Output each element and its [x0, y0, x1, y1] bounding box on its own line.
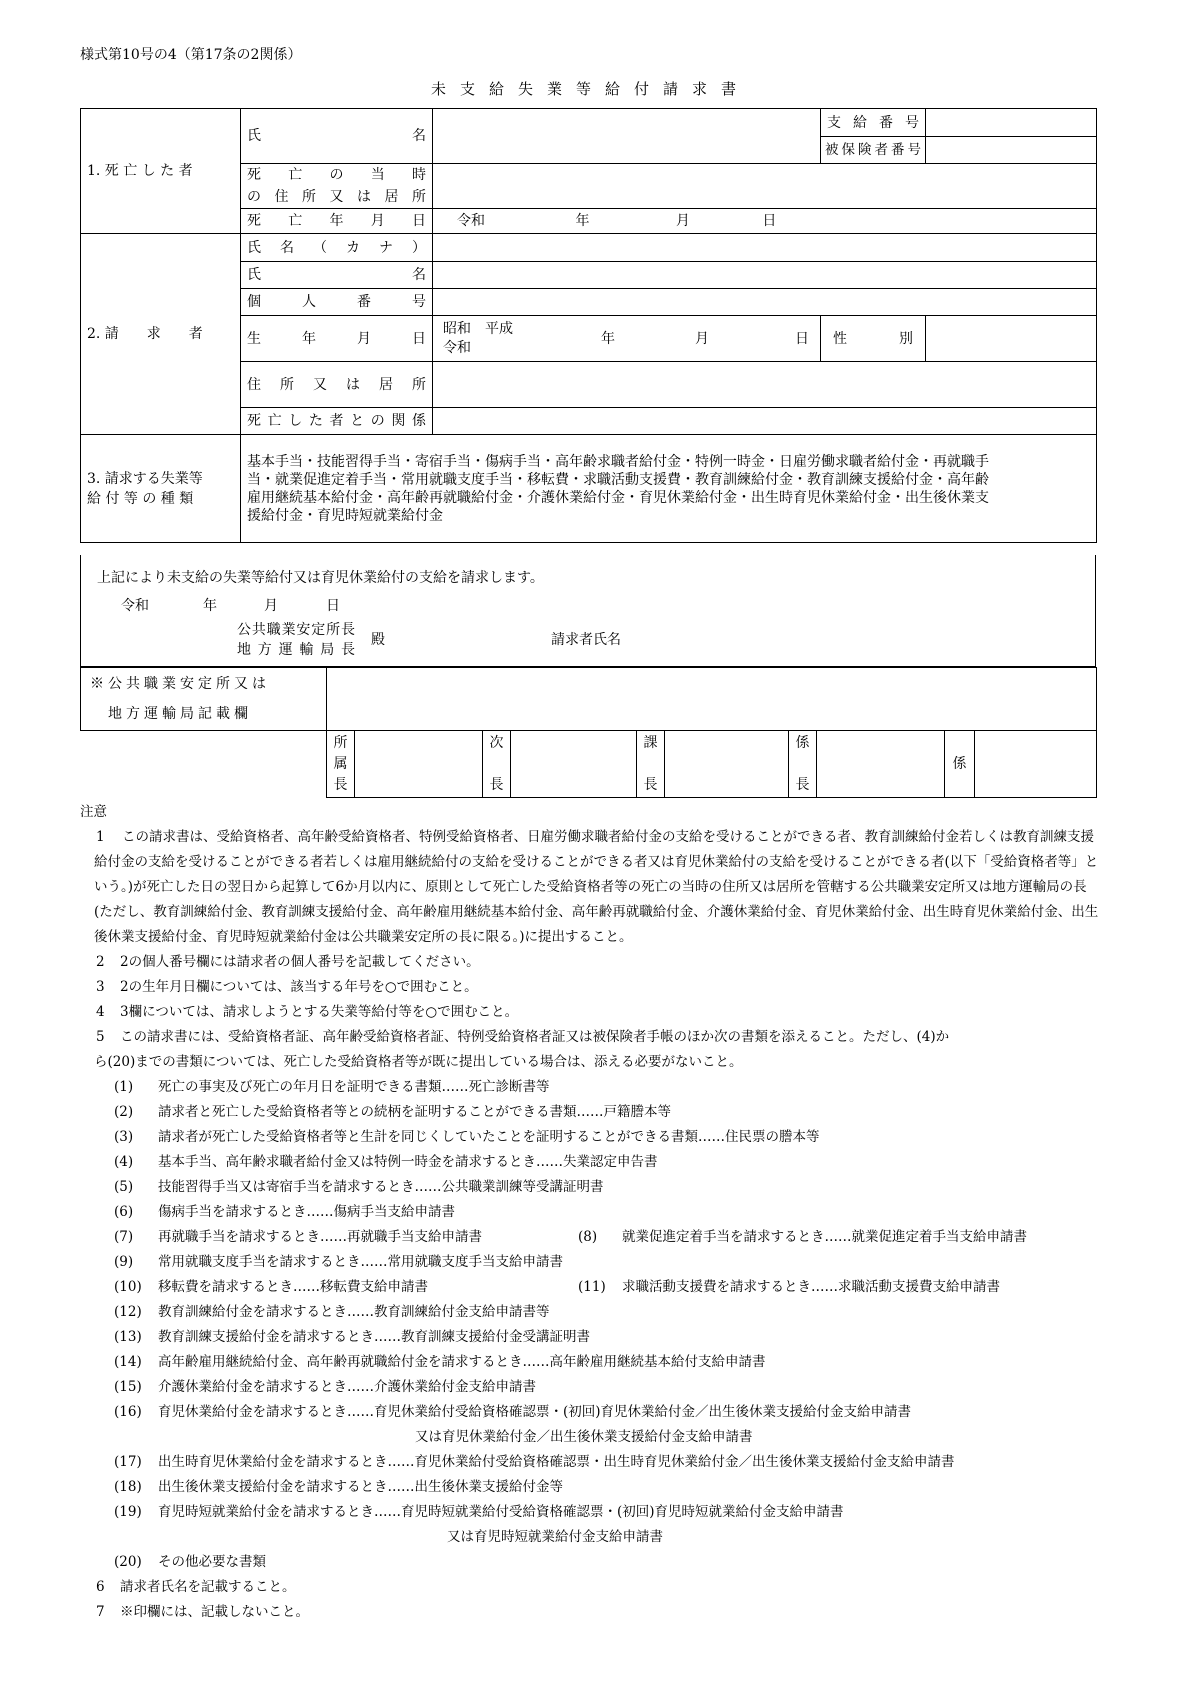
doc-16 — [80, 1400, 1100, 1425]
sex-field[interactable] — [926, 316, 1097, 362]
note-6-text: 請求者氏名を記載すること。 — [120, 1579, 296, 1595]
doc-3-num: (3) — [114, 1129, 134, 1145]
birth-era-line2: 令和 — [443, 340, 471, 356]
deceased-address-label-line1: 死亡の当時 — [247, 167, 426, 183]
insured-number-field[interactable] — [926, 137, 1097, 164]
doc-5 — [80, 1175, 1100, 1200]
death-date-field[interactable] — [433, 209, 1097, 234]
stamp-box-office-head[interactable] — [355, 731, 483, 798]
deceased-address-label-line2: の住所又は居所 — [247, 189, 426, 205]
doc-2-text: 請求者と死亡した受給資格者等との続柄を証明することができる書類……戸籍謄本等 — [158, 1104, 671, 1120]
request-date-month: 月 — [264, 598, 278, 614]
doc-14-num: (14) — [114, 1354, 142, 1370]
birth-month: 月 — [695, 331, 709, 347]
deceased-address-field[interactable] — [433, 164, 1097, 209]
birth-day: 日 — [795, 331, 809, 347]
doc-7-num: (7) — [114, 1229, 134, 1245]
doc-7-text: 再就職手当を請求するとき……再就職手当支給申請書 — [158, 1229, 482, 1245]
doc-18-text: 出生後休業支援給付金を請求するとき……出生後休業支援給付金等 — [158, 1479, 563, 1495]
stamp-box-deputy[interactable] — [511, 731, 637, 798]
birth-era-line1: 昭和 平成 — [443, 321, 513, 337]
doc-2 — [80, 1100, 1100, 1125]
note-6-num: 6 — [96, 1579, 105, 1595]
doc-9-num: (9) — [114, 1254, 134, 1270]
claimant-name-sign-label: 請求者氏名 — [551, 632, 621, 648]
doc-16-num: (16) — [114, 1404, 142, 1420]
benefit-types-text: 基本手当・技能習得手当・寄宿手当・傷病手当・高年齢求職者給付金・特例一時金・日雇労働求職者給付金・再就職手 当・就業促進定着手当・常用就職支度手当・移転費・求職活動支援費・教育訓練給付金・教育訓練支援給付金・高年齢 雇用継続基本給付金・高年齢再就職給付金・介護休業給付金・育児休業給付金・出生時育児休業給付金・出生後休業支 援給付金・育児時短就業給付金 — [247, 453, 989, 524]
doc-6-num: (6) — [114, 1204, 134, 1220]
note-5 — [80, 1025, 1100, 1050]
section2-label: 2. 請 求 者 — [81, 234, 241, 435]
form-number: 様式第10号の4（第17条の2関係） — [80, 47, 302, 63]
death-date-day: 日 — [762, 213, 777, 229]
doc-6 — [80, 1200, 1100, 1225]
doc-14 — [80, 1350, 1100, 1375]
death-date-year: 年 — [575, 213, 590, 229]
stamp-box-section-chief[interactable] — [665, 731, 789, 798]
payment-number-label: 支給番号 — [821, 109, 926, 137]
section1-label: 1. 死 亡 し た 者 — [81, 109, 241, 234]
claim-form-table — [80, 108, 1097, 543]
note-1 — [80, 825, 1100, 950]
doc-10-text: 移転費を請求するとき……移転費支給申請書 — [158, 1279, 428, 1295]
office-use-table — [80, 667, 1097, 731]
doc-8-num: (8) — [578, 1229, 598, 1245]
doc-17-num: (17) — [114, 1454, 142, 1470]
note-2 — [80, 950, 1100, 975]
doc-15-num: (15) — [114, 1379, 142, 1395]
doc-4-text: 基本手当、高年齢求職者給付金又は特例一時金を請求するとき……失業認定申告書 — [158, 1154, 658, 1170]
death-date-era: 令和 — [457, 213, 485, 229]
doc-5-num: (5) — [114, 1179, 134, 1195]
stamp-label-unit-chief: 係 長 — [789, 731, 817, 798]
death-date-label: 死亡年月日 — [241, 209, 433, 234]
doc-15-text: 介護休業給付金を請求するとき……介護休業給付金支給申請書 — [158, 1379, 536, 1395]
office-use-field[interactable] — [327, 668, 1097, 731]
doc-18 — [80, 1475, 1100, 1500]
doc-13 — [80, 1325, 1100, 1350]
doc-20 — [80, 1550, 1100, 1575]
doc-10-num: (10) — [114, 1279, 142, 1295]
doc-13-text: 教育訓練支援給付金を請求するとき……教育訓練支援給付金受講証明書 — [158, 1329, 590, 1345]
doc-7-8 — [80, 1225, 1100, 1250]
doc-19-text: 育児時短就業給付金を請求するとき……育児時短就業給付受給資格確認票・(初回)育児時短就業給付金支給申請書 — [158, 1504, 844, 1520]
note-7 — [80, 1600, 1100, 1625]
page-title: 未支給失業等給付請求書 — [430, 80, 750, 98]
doc-14-text: 高年齢雇用継続給付金、高年齢再就職給付金を請求するとき……高年齢雇用継続基本給付支給申請書 — [158, 1354, 766, 1370]
section3-label-line1: 3. 請求する失業等 — [87, 470, 203, 487]
doc-11-text: 求職活動支援費を請求するとき……求職活動支援費支給申請書 — [622, 1279, 1000, 1295]
note-4 — [80, 1000, 1100, 1025]
note-5-num: 5 — [96, 1029, 105, 1045]
doc-4-num: (4) — [114, 1154, 134, 1170]
notes — [80, 800, 1100, 1625]
stamp-box-staff[interactable] — [975, 731, 1097, 798]
doc-20-num: (20) — [114, 1554, 142, 1570]
approval-stamps — [326, 730, 1097, 798]
stamp-box-unit-chief[interactable] — [817, 731, 945, 798]
doc-17 — [80, 1450, 1100, 1475]
addressee-line1: 公共職業安定所長 — [237, 622, 355, 638]
doc-2-num: (2) — [114, 1104, 134, 1120]
stamp-label-office-head: 所 属 長 — [327, 731, 355, 798]
personal-number-label: 個人番号 — [241, 289, 433, 316]
doc-9-text: 常用就職支度手当を請求するとき……常用就職支度手当支給申請書 — [158, 1254, 563, 1270]
note-2-text: 2の個人番号欄には請求者の個人番号を記載してください。 — [120, 954, 480, 970]
doc-19 — [80, 1500, 1100, 1525]
claimant-address-label: 住所又は居所 — [241, 362, 433, 408]
request-date-day: 日 — [326, 598, 340, 614]
kana-name-field[interactable] — [433, 234, 1097, 262]
doc-11-num: (11) — [578, 1279, 606, 1295]
doc-9 — [80, 1250, 1100, 1275]
benefit-types[interactable] — [241, 435, 1097, 543]
personal-number-field[interactable] — [433, 289, 1097, 316]
birth-date-field[interactable] — [433, 316, 821, 362]
doc-16-text: 育児休業給付金を請求するとき……育児休業給付受給資格確認票・(初回)育児休業給付金／出生後休業支援給付金支給申請書 — [158, 1404, 912, 1420]
doc-10-11 — [80, 1275, 1100, 1300]
doc-12-text: 教育訓練給付金を請求するとき……教育訓練給付金支給申請書等 — [158, 1304, 550, 1320]
request-date-era: 令和 — [121, 598, 149, 614]
note-5-text-line1: この請求書には、受給資格者証、高年齢受給資格者証、特例受給資格者証又は被保険者手帳のほか次の書類を添えること。ただし、(4)か — [120, 1029, 950, 1045]
note-7-num: 7 — [96, 1604, 105, 1620]
insured-number-label: 被保険者番号 — [821, 137, 926, 164]
doc-16-cont — [80, 1425, 1100, 1450]
honorific: 殿 — [371, 632, 385, 648]
relationship-label: 死亡した者との関係 — [241, 408, 433, 435]
birth-date-label: 生年月日 — [241, 316, 433, 362]
deceased-name-field[interactable] — [433, 109, 821, 164]
request-block — [80, 555, 1096, 667]
note-1-num: 1 — [96, 829, 105, 845]
doc-3 — [80, 1125, 1100, 1150]
office-use-label-cell — [81, 668, 327, 731]
note-2-num: 2 — [96, 954, 105, 970]
doc-8-text: 就業促進定着手当を請求するとき……就業促進定着手当支給申請書 — [622, 1229, 1027, 1245]
notes-heading: 注意 — [80, 804, 107, 820]
claimant-name-field[interactable] — [433, 262, 1097, 289]
doc-12 — [80, 1300, 1100, 1325]
doc-4 — [80, 1150, 1100, 1175]
deceased-name-label: 氏名 — [241, 109, 433, 164]
relationship-field[interactable] — [433, 408, 1097, 435]
note-1-text: この請求書は、受給資格者、高年齢受給資格者、特例受給資格者、日雇労働求職者給付金の支給を受けることができる者、教育訓練給付金若しくは教育訓練支援給付金の支給を受けることができる者若しくは雇用継続給付の支給を受けることができる者又は育児休業給付の支給を受けることができる者(以下「受給資格者等」という。)が死亡した日の翌日から起算して6か月以内に、原則として死亡した受給資格者等の死亡の当時の住所又は居所を管轄する公共職業安定所又は地方運輸局の長(ただし、教育訓練給付金、教育訓練支援給付金、高年齢雇用継続基本給付金、高年齢再就職給付金、介護休業給付金、育児休業給付金、出生時育児休業給付金、出生後休業支援給付金、育児時短就業給付金は公共職業安定所の長に限る。)に提出すること。 — [94, 829, 1099, 945]
note-4-num: 4 — [96, 1004, 105, 1020]
doc-16-cont-text: 又は育児休業給付金／出生後休業支援給付金支給申請書 — [415, 1429, 753, 1445]
section3-label — [81, 435, 241, 543]
doc-15 — [80, 1375, 1100, 1400]
doc-19-cont-text: 又は育児時短就業給付金支給申請書 — [447, 1529, 663, 1545]
doc-1-text: 死亡の事実及び死亡の年月日を証明できる書類……死亡診断書等 — [158, 1079, 550, 1095]
sex-label: 性別 — [821, 316, 926, 362]
request-statement: 上記により未支給の失業等給付又は育児休業給付の支給を請求します。 — [97, 570, 544, 586]
doc-12-num: (12) — [114, 1304, 142, 1320]
death-date-month: 月 — [675, 213, 690, 229]
doc-19-num: (19) — [114, 1504, 142, 1520]
doc-13-num: (13) — [114, 1329, 142, 1345]
claimant-address-field[interactable] — [433, 362, 1097, 408]
note-7-text: ※印欄には、記載しないこと。 — [120, 1604, 309, 1620]
claimant-name-label: 氏名 — [241, 262, 433, 289]
note-5-cont — [80, 1050, 1100, 1075]
addressee-line2: 地方運輸局長 — [237, 642, 355, 658]
note-3-text: 2の生年月日欄については、該当する年号を○で囲むこと。 — [120, 979, 478, 995]
stamp-label-section-chief: 課 長 — [637, 731, 665, 798]
section3-label-line2: 給 付 等 の 種 類 — [87, 490, 194, 507]
stamp-label-deputy: 次 長 — [483, 731, 511, 798]
request-date-year: 年 — [203, 598, 217, 614]
note-5-text-line2: ら(20)までの書類については、死亡した受給資格者等が既に提出している場合は、添える必要がないこと。 — [94, 1054, 743, 1070]
note-4-text: 3欄については、請求しようとする失業等給付等を○で囲むこと。 — [120, 1004, 519, 1020]
doc-19-cont — [80, 1525, 1100, 1550]
doc-6-text: 傷病手当を請求するとき……傷病手当支給申請書 — [158, 1204, 455, 1220]
doc-1-num: (1) — [114, 1079, 134, 1095]
payment-number-field[interactable] — [926, 109, 1097, 137]
kana-name-label: 氏名（カナ） — [241, 234, 433, 262]
birth-year: 年 — [601, 331, 615, 347]
note-3-num: 3 — [96, 979, 105, 995]
doc-20-text: その他必要な書類 — [158, 1554, 266, 1570]
deceased-address-label — [241, 164, 433, 209]
doc-1 — [80, 1075, 1100, 1100]
stamp-label-staff: 係 — [945, 731, 975, 798]
doc-5-text: 技能習得手当又は寄宿手当を請求するとき……公共職業訓練等受講証明書 — [158, 1179, 604, 1195]
office-use-label: ※公共職業安定所又は 地方運輸局記載欄 — [90, 676, 270, 722]
note-3 — [80, 975, 1100, 1000]
doc-17-text: 出生時育児休業給付金を請求するとき……育児休業給付受給資格確認票・出生時育児休業給付金／出生後休業支援給付金支給申請書 — [158, 1454, 955, 1470]
doc-18-num: (18) — [114, 1479, 142, 1495]
doc-3-text: 請求者が死亡した受給資格者等と生計を同じくしていたことを証明することができる書類……住民票の謄本等 — [158, 1129, 820, 1145]
note-6 — [80, 1575, 1100, 1600]
